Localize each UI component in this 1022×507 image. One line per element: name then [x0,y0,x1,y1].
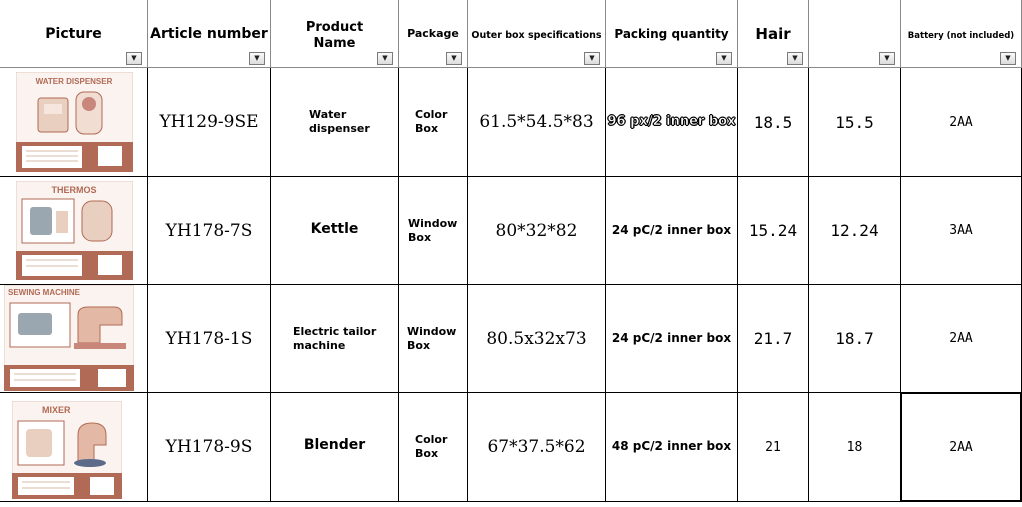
filter-dropdown-icon[interactable]: ▼ [126,52,142,65]
hair-cell[interactable]: 21.7 [738,285,809,393]
header-hair[interactable] [738,0,809,68]
net-weight-cell[interactable]: 15.5 [809,68,901,177]
product-name: Water dispenser [309,108,370,135]
article-cell[interactable]: YH178-7S [148,177,271,285]
hair-cell[interactable]: 21 [738,393,809,502]
header-package-label: Package [407,27,459,40]
package-value: Color Box [415,433,448,460]
outer-box-cell[interactable]: 80.5x32x73 [468,285,606,393]
outer-box-cell[interactable]: 67*37.5*62 [468,393,606,502]
outer-box-cell[interactable]: 61.5*54.5*83 [468,68,606,177]
header-outer-label: Outer box specifications [471,30,602,41]
packing-cell[interactable]: 24 pC/2 inner box [606,177,738,285]
article-cell[interactable]: YH129-9SE [148,68,271,177]
outer-box-cell[interactable]: 80*32*82 [468,177,606,285]
active-cell-selection[interactable] [900,392,1022,502]
box-label: SEWING MACHINE [8,288,80,297]
product-cell[interactable] [271,68,399,177]
box-label: MIXER [42,405,71,415]
header-hair-label: Hair [755,25,791,43]
filter-dropdown-icon[interactable]: ▼ [249,52,265,65]
header-article-label: Article number [150,26,268,42]
battery-cell[interactable]: 2AA [901,285,1022,393]
header-outer-box[interactable] [468,0,606,68]
product-image-water-dispenser [16,72,133,172]
header-battery-label: Battery (not included) [907,31,1015,41]
header-battery[interactable] [901,0,1022,68]
filter-dropdown-icon[interactable]: ▼ [1000,52,1016,65]
battery-cell[interactable]: 2AA [901,393,1022,502]
filter-dropdown-icon[interactable]: ▼ [787,52,803,65]
filter-dropdown-icon[interactable]: ▼ [377,52,393,65]
header-blank[interactable] [809,0,901,68]
filter-dropdown-icon[interactable]: ▼ [879,52,895,65]
hair-cell[interactable]: 18.5 [738,68,809,177]
filter-dropdown-icon[interactable]: ▼ [584,52,600,65]
table-row-picture [0,393,148,502]
product-image-thermos [16,181,133,280]
header-picture-label: Picture [45,26,102,42]
table-row-picture [0,285,148,393]
article-cell[interactable]: YH178-1S [148,285,271,393]
product-image-mixer [12,401,122,499]
box-label: THERMOS [51,185,97,195]
package-cell[interactable] [399,177,468,285]
product-cell[interactable]: Kettle [271,177,399,285]
product-cell[interactable] [271,285,399,393]
package-value: Window Box [408,216,458,244]
product-cell[interactable]: Blender [271,393,399,502]
net-weight-cell[interactable]: 18 [809,393,901,502]
header-picture[interactable] [0,0,148,68]
hair-cell[interactable]: 15.24 [738,177,809,285]
package-cell[interactable] [399,68,468,177]
article-cell[interactable]: YH178-9S [148,393,271,502]
package-cell[interactable] [399,393,468,502]
package-value: Window Box [407,324,457,352]
header-product-label: Product Name [305,20,364,51]
packing-cell[interactable]: 48 pC/2 inner box [606,393,738,502]
package-cell[interactable] [399,285,468,393]
product-image-sewing-machine [4,285,134,391]
battery-cell[interactable]: 3AA [901,177,1022,285]
package-value: Color Box [415,108,448,135]
header-packing[interactable] [606,0,738,68]
net-weight-cell[interactable]: 12.24 [809,177,901,285]
header-package[interactable] [399,0,468,68]
net-weight-cell[interactable]: 18.7 [809,285,901,393]
packing-cell[interactable]: 24 pC/2 inner box [606,285,738,393]
header-product[interactable] [271,0,399,68]
filter-dropdown-icon[interactable]: ▼ [716,52,732,65]
table-row-picture [0,177,148,285]
header-article[interactable] [148,0,271,68]
header-packing-label: Packing quantity [614,27,729,41]
packing-cell[interactable]: 96 px/2 inner box [606,68,738,177]
product-name: Electric tailor machine [293,324,377,352]
filter-dropdown-icon[interactable]: ▼ [446,52,462,65]
table-row-picture [0,68,148,177]
battery-cell[interactable]: 2AA [901,68,1022,177]
box-label: WATER DISPENSER [35,77,113,86]
